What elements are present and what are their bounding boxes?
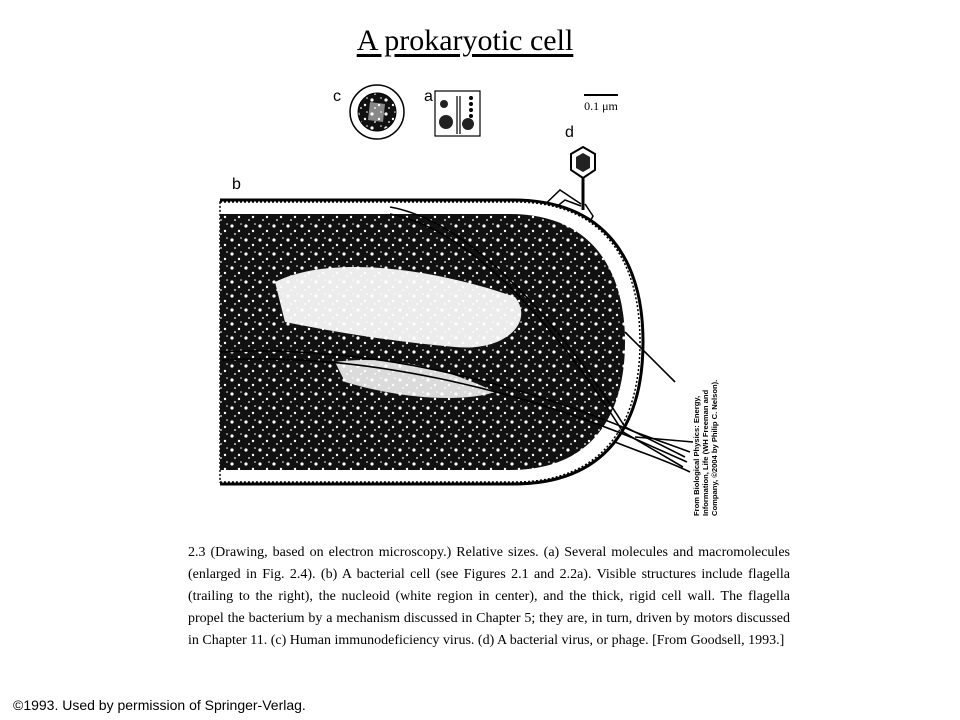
hiv-virus: [350, 85, 404, 139]
label-a: a: [424, 88, 433, 105]
credit-line: Company, ©2004 by Philip C. Nelson).: [710, 379, 719, 516]
scale-bar: [584, 94, 618, 114]
figure-caption: 2.3 (Drawing, based on electron microscopy.) Relative sizes. (a) Several molecules and macromolecules (enlarged in Fig. 2.4). (b) A bacterial cell (see Figures 2.1 and 2.2a). Visible structures include flagella (trailing to the right), the nucleoid (white region in center), and the thick, rigid cell wall. The flagella propel the bacterium by a mechanism discussed in Chapter 5; they are, in turn, driven by motors discussed in Chapter 11. (c) Human immunodeficiency virus. (d) A bacterial virus, or phage. [From Goodsell, 1993.]: [188, 545, 790, 648]
molecules-box: [435, 91, 480, 136]
credit-line: Information, Life (WH Freeman and: [701, 389, 710, 516]
bacterial-cell: [220, 200, 643, 484]
slide-title: A prokaryotic cell: [356, 24, 574, 57]
scale-bar-label: 0.1 μm: [584, 99, 618, 113]
label-d: d: [565, 124, 574, 141]
copyright-notice: ©1993. Used by permission of Springer-Verlag.: [13, 697, 306, 713]
cell-illustration: [215, 82, 735, 522]
credit-line: From Biological Physics: Energy,: [692, 395, 701, 516]
label-b: b: [232, 176, 241, 193]
scale-bar-line: [584, 94, 618, 96]
figure-credit: [692, 346, 719, 516]
label-c: c: [333, 88, 341, 105]
